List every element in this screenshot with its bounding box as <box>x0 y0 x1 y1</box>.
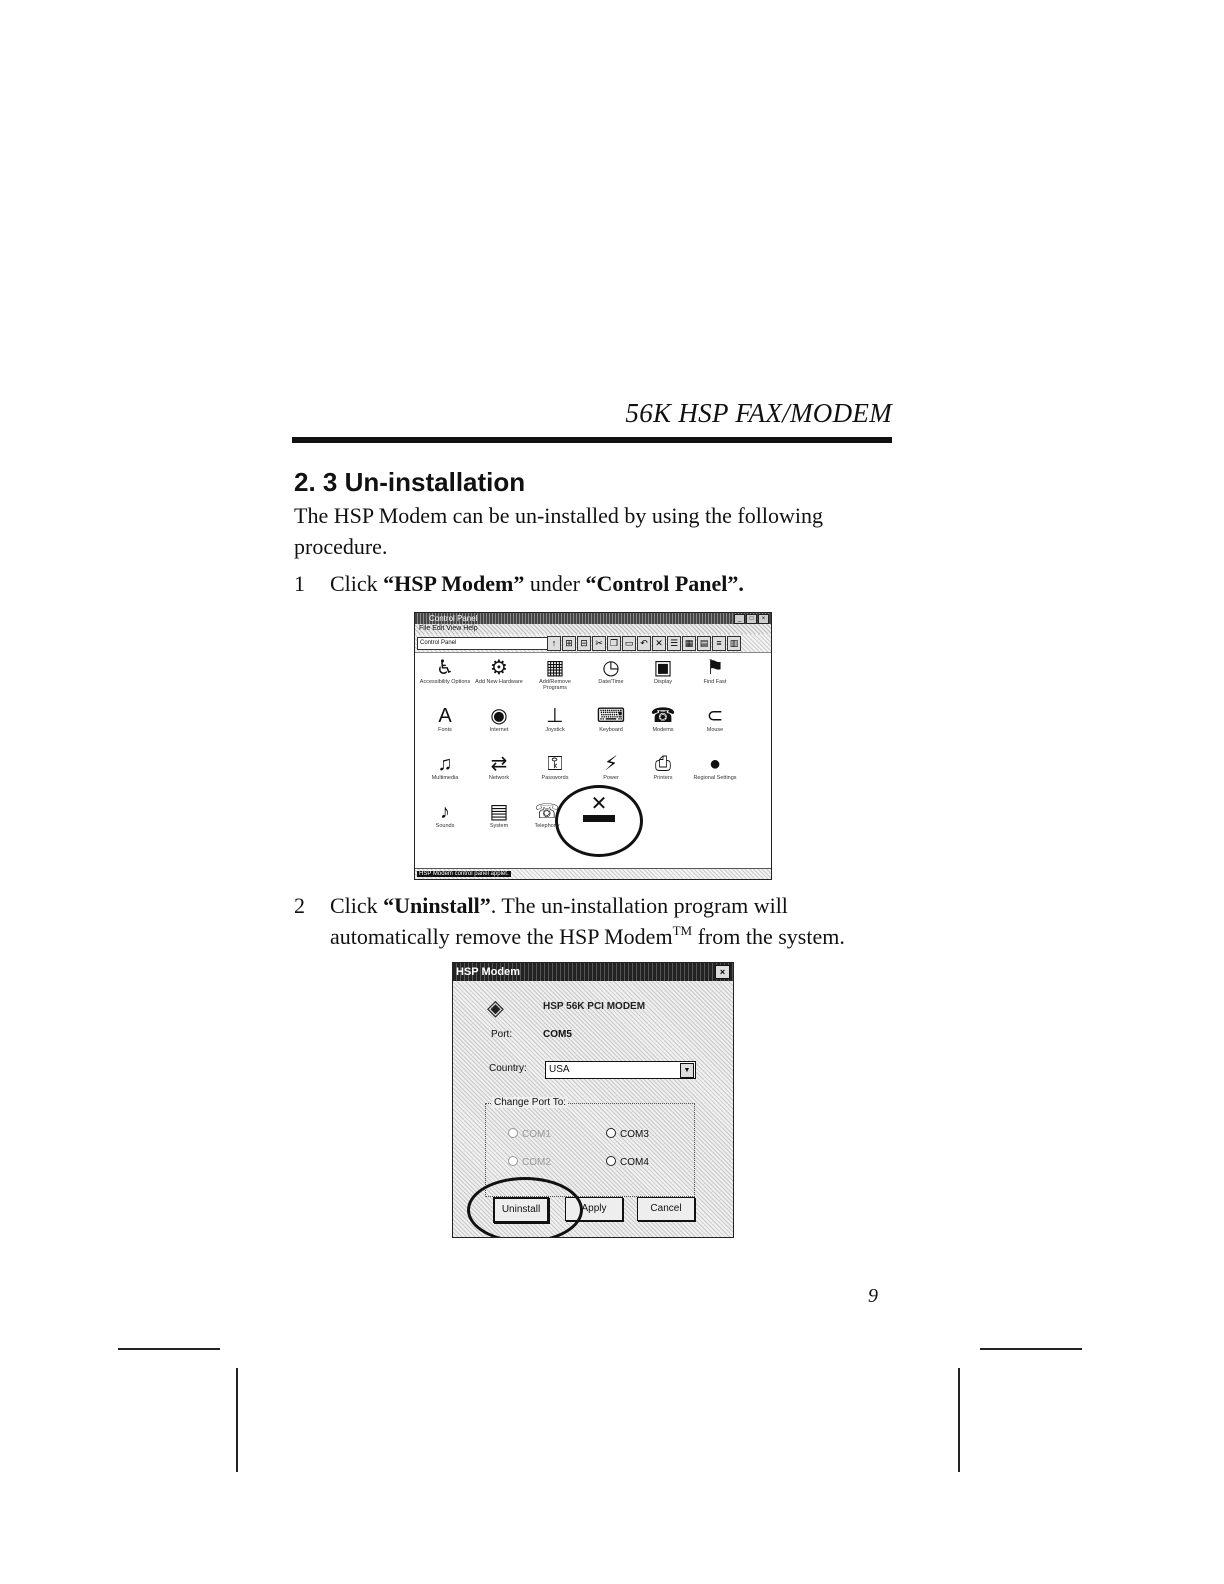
step-text: Click “Uninstall”. The un-installation program will automatically remove the HSP Modem™ from the system. <box>330 893 845 949</box>
tools-icon: ✕ <box>590 793 608 815</box>
step-1 <box>294 568 914 602</box>
product-name: HSP 56K PCI MODEM <box>543 1001 646 1012</box>
multimedia-icon: ♫ <box>437 753 453 775</box>
dialog-titlebar <box>453 963 733 981</box>
radio-icon <box>606 1156 616 1166</box>
cut-icon[interactable]: ✂ <box>592 636 606 651</box>
cp-item-system[interactable]: ▤ System <box>473 801 525 829</box>
up-folder-icon[interactable]: ↑ <box>547 636 561 651</box>
crop-mark <box>958 1368 960 1472</box>
cp-item-telephony[interactable]: ☏ Telephony <box>521 801 573 829</box>
cp-item-fonts[interactable]: A Fonts <box>419 705 471 733</box>
cp-item-add-remove-programs[interactable]: ▦ Add/Remove Programs <box>529 657 581 691</box>
display-icon: ▣ <box>653 657 673 679</box>
map-drive-icon[interactable]: ⊞ <box>562 636 576 651</box>
control-panel-window <box>414 612 772 880</box>
cp-item-passwords[interactable]: ⚿ Passwords <box>529 753 581 781</box>
radio-com1[interactable]: COM1 <box>508 1128 551 1140</box>
country-value: USA <box>549 1064 570 1075</box>
cp-item-network[interactable]: ⇄ Network <box>473 753 525 781</box>
step-text: Click “HSP Modem” under “Control Panel”. <box>330 571 744 596</box>
crop-mark <box>118 1348 220 1350</box>
radio-icon <box>508 1156 518 1166</box>
cp-item-mouse[interactable]: ⊂ Mouse <box>689 705 741 733</box>
cancel-button[interactable]: Cancel <box>637 1197 695 1221</box>
dialog-title: HSP Modem <box>456 966 520 978</box>
status-bar: HSP Modem control panel applet. <box>415 868 772 879</box>
cp-item-power[interactable]: ⚡ Power <box>585 753 637 781</box>
undo-icon[interactable]: ↶ <box>637 636 651 651</box>
cp-item-multimedia[interactable]: ♫ Multimedia <box>419 753 471 781</box>
cp-item-accessibility[interactable]: ♿ Accessibility Options <box>419 657 471 685</box>
running-header: 56K HSP FAX/MODEM <box>625 398 892 428</box>
radio-com4[interactable]: COM4 <box>606 1156 649 1168</box>
step-2 <box>294 890 914 960</box>
details-view-icon[interactable]: ▥ <box>727 636 741 651</box>
crop-mark <box>236 1368 238 1472</box>
cp-item-joystick[interactable]: ⊥ Joystick <box>529 705 581 733</box>
step-number: 1 <box>294 571 305 596</box>
accessibility-icon: ♿ <box>436 657 454 679</box>
highlight-circle <box>467 1177 583 1238</box>
chevron-down-icon[interactable]: ▼ <box>680 1063 694 1078</box>
delete-icon[interactable]: ✕ <box>652 636 666 651</box>
hsp-modem-dialog <box>452 962 734 1238</box>
uninstall-button[interactable]: Uninstall <box>493 1197 549 1223</box>
globe-icon: ● <box>708 753 722 775</box>
close-icon[interactable]: × <box>715 965 730 979</box>
network-icon: ⇄ <box>490 753 508 775</box>
modem-icon: ☎ <box>650 705 676 727</box>
icon-grid <box>415 653 771 859</box>
radio-com3[interactable]: COM3 <box>606 1128 649 1140</box>
page-number: 9 <box>868 1285 878 1307</box>
address-combo[interactable]: Control Panel <box>417 637 549 650</box>
radio-icon <box>606 1128 616 1138</box>
crop-mark <box>980 1348 1082 1350</box>
find-fast-icon: ⚑ <box>706 657 724 679</box>
cp-item-add-hardware[interactable]: ⚙ Add New Hardware <box>473 657 525 685</box>
mouse-icon: ⊂ <box>706 705 724 727</box>
section-title: 2. 3 Un-installation <box>294 467 526 497</box>
programs-icon: ▦ <box>545 657 565 679</box>
control-panel-titlebar <box>415 613 771 624</box>
cp-item-date-time[interactable]: ◷ Date/Time <box>585 657 637 685</box>
sounds-icon: ♪ <box>440 801 450 823</box>
power-icon: ⚡ <box>603 753 619 775</box>
step-number: 2 <box>294 893 305 918</box>
window-title: Control Panel <box>429 614 478 623</box>
group-label: Change Port To: <box>494 1097 567 1108</box>
maximize-icon[interactable]: □ <box>746 614 757 624</box>
close-icon[interactable]: × <box>758 614 769 624</box>
properties-icon[interactable]: ☰ <box>667 636 681 651</box>
hardware-icon: ⚙ <box>490 657 508 679</box>
cp-item-regional-settings[interactable]: ● Regional Settings <box>689 753 741 781</box>
cp-item-display[interactable]: ▣ Display <box>637 657 689 685</box>
radio-icon <box>508 1128 518 1138</box>
list-view-icon[interactable]: ≡ <box>712 636 726 651</box>
cp-item-modems[interactable]: ☎ Modems <box>637 705 689 733</box>
radio-com2[interactable]: COM2 <box>508 1156 551 1168</box>
telephony-icon: ☏ <box>534 801 560 823</box>
intro-paragraph: The HSP Modem can be un-installed by using the following procedure. <box>294 503 823 559</box>
port-label: Port: <box>491 1029 513 1040</box>
joystick-icon: ⊥ <box>546 705 564 727</box>
printer-icon: ⎙ <box>655 753 671 775</box>
port-value: COM5 <box>543 1029 572 1040</box>
internet-icon: ◉ <box>490 705 508 727</box>
large-icons-icon[interactable]: ▦ <box>682 636 696 651</box>
highlight-circle <box>555 785 643 857</box>
keyboard-icon: ⌨ <box>596 705 626 727</box>
cp-item-internet[interactable]: ◉ Internet <box>473 705 525 733</box>
paste-icon[interactable]: ▭ <box>622 636 636 651</box>
small-icons-icon[interactable]: ▤ <box>697 636 711 651</box>
system-icon: ▤ <box>489 801 509 823</box>
disconnect-icon[interactable]: ⊟ <box>577 636 591 651</box>
cp-item-find-fast[interactable]: ⚑ Find Fast <box>689 657 741 685</box>
country-select[interactable] <box>545 1061 696 1079</box>
toolbar <box>415 634 771 653</box>
apply-button[interactable]: Apply <box>565 1197 623 1221</box>
fonts-icon: A <box>438 705 452 727</box>
copy-icon[interactable]: ❐ <box>607 636 621 651</box>
clock-icon: ◷ <box>602 657 620 679</box>
header-rule <box>292 437 892 443</box>
country-label: Country: <box>489 1063 527 1074</box>
modem-logo-icon: ◈ <box>487 995 504 1020</box>
menu-bar[interactable]: File Edit View Help <box>415 624 771 634</box>
cp-item-printers[interactable]: ⎙ Printers <box>637 753 689 781</box>
cp-item-keyboard[interactable]: ⌨ Keyboard <box>585 705 637 733</box>
cp-item-sounds[interactable]: ♪ Sounds <box>419 801 471 829</box>
passwords-icon: ⚿ <box>547 753 563 775</box>
minimize-icon[interactable]: _ <box>734 614 745 624</box>
